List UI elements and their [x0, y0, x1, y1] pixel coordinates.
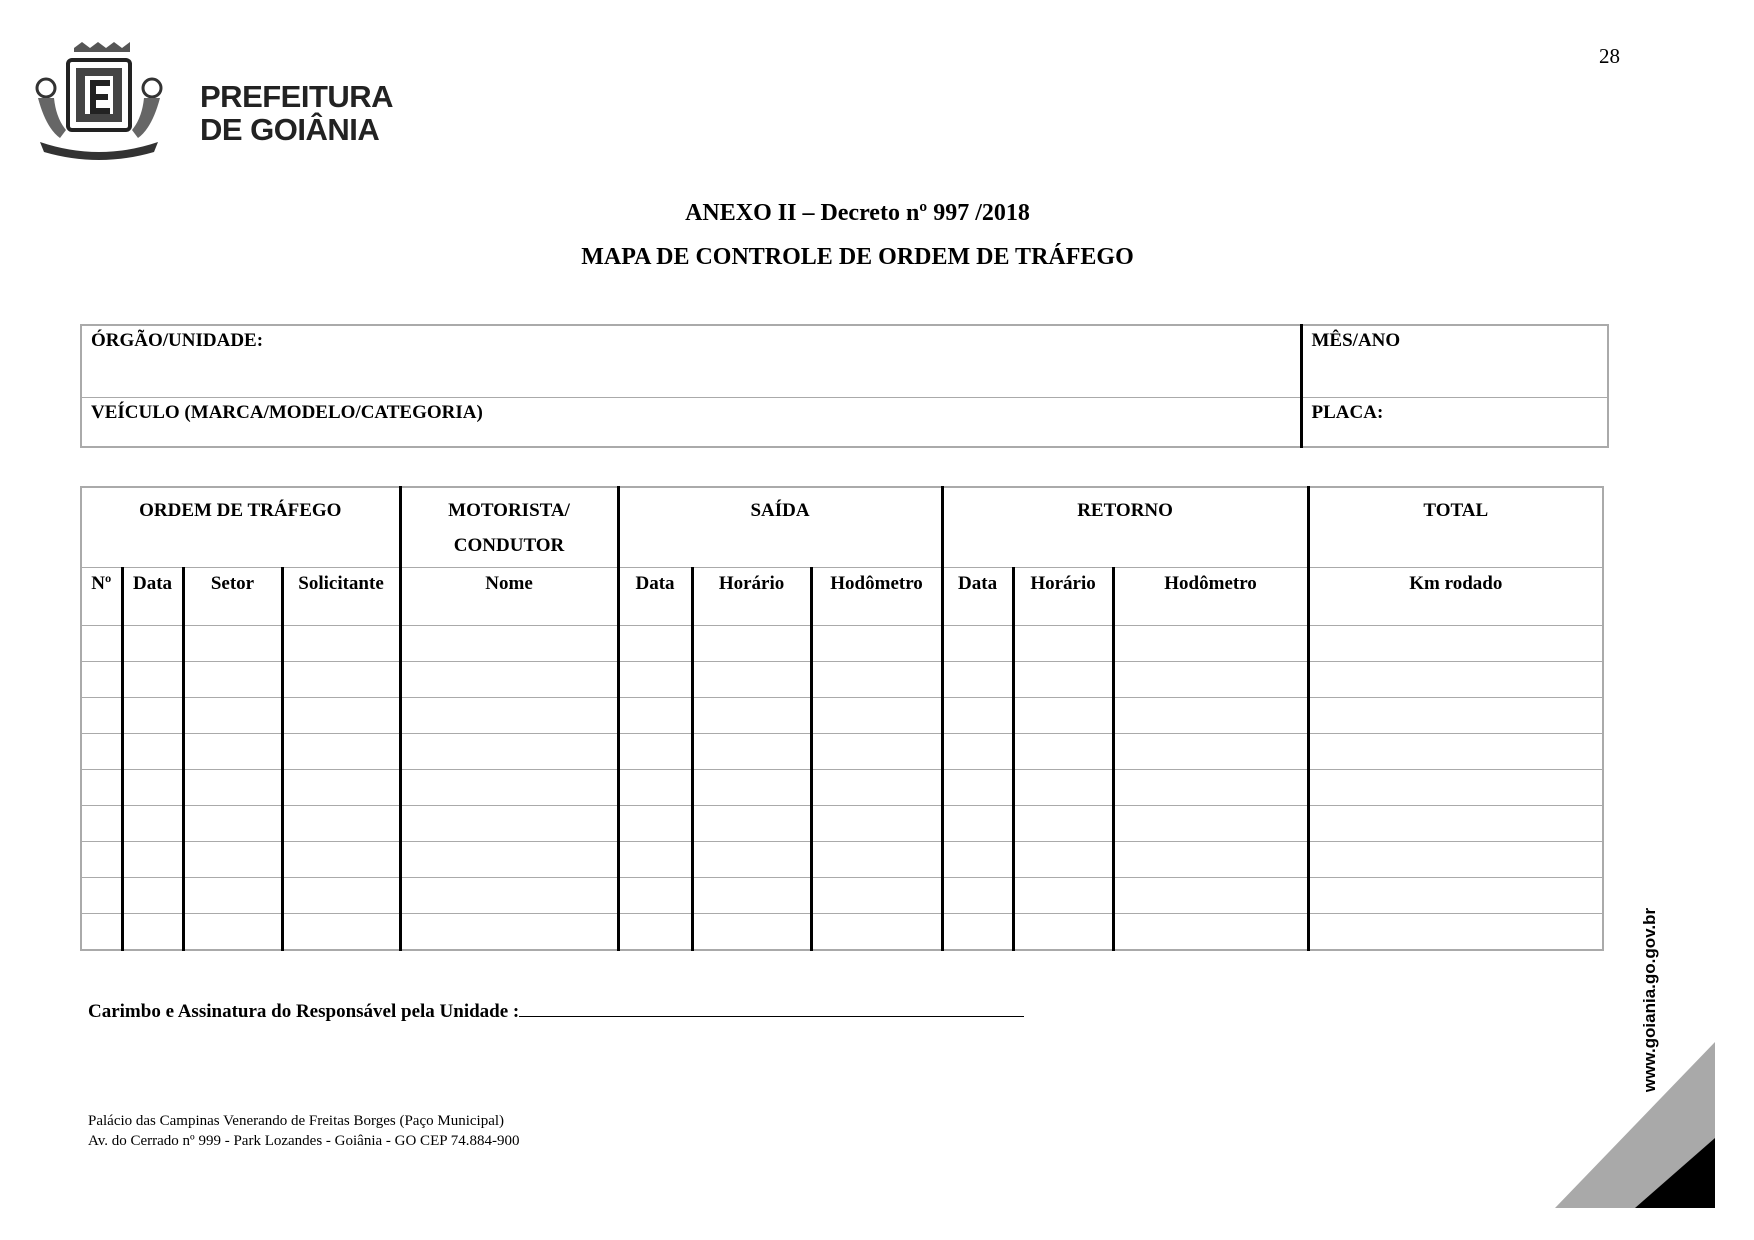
- col-retorno-data: Data: [942, 568, 1013, 626]
- table-cell[interactable]: [282, 770, 400, 806]
- table-cell[interactable]: [81, 626, 122, 662]
- table-cell[interactable]: [692, 806, 811, 842]
- table-cell[interactable]: [692, 914, 811, 951]
- veiculo-field[interactable]: [81, 398, 1301, 448]
- table-cell[interactable]: [122, 734, 183, 770]
- placa-field[interactable]: [1301, 398, 1608, 448]
- table-cell[interactable]: [618, 806, 692, 842]
- table-cell[interactable]: [122, 770, 183, 806]
- table-cell[interactable]: [1013, 878, 1113, 914]
- table-cell[interactable]: [618, 842, 692, 878]
- table-cell[interactable]: [811, 626, 942, 662]
- col-retorno-horario: Horário: [1013, 568, 1113, 626]
- table-cell[interactable]: [282, 698, 400, 734]
- column-header-row: [81, 568, 1603, 626]
- orgao-unidade-field[interactable]: [81, 325, 1301, 398]
- table-cell[interactable]: [942, 698, 1013, 734]
- table-cell[interactable]: [942, 878, 1013, 914]
- prefeitura-logo-text: [200, 80, 393, 146]
- table-cell[interactable]: [282, 878, 400, 914]
- table-cell[interactable]: [400, 914, 618, 951]
- table-cell[interactable]: [1308, 698, 1603, 734]
- col-numero: Nº: [81, 568, 122, 626]
- mes-ano-label: MÊS/ANO: [1311, 330, 1401, 351]
- table-cell[interactable]: [1113, 734, 1308, 770]
- table-cell[interactable]: [122, 698, 183, 734]
- col-solicitante: Solicitante: [282, 568, 400, 626]
- table-cell[interactable]: [400, 878, 618, 914]
- table-cell[interactable]: [1308, 770, 1603, 806]
- footer-address-line-1: Palácio das Campinas Venerando de Freitas Borges (Paço Municipal): [88, 1113, 505, 1129]
- table-cell[interactable]: [183, 734, 282, 770]
- table-cell[interactable]: [1013, 626, 1113, 662]
- logo-line-2: DE GOIÂNIA: [200, 112, 380, 147]
- table-cell[interactable]: [122, 626, 183, 662]
- info-table: [80, 324, 1609, 448]
- table-row: [81, 626, 1603, 662]
- table-cell[interactable]: [183, 806, 282, 842]
- table-cell[interactable]: [282, 734, 400, 770]
- table-row: [81, 914, 1603, 951]
- document-subtitle: MAPA DE CONTROLE DE ORDEM DE TRÁFEGO: [581, 244, 1134, 270]
- table-cell[interactable]: [1013, 806, 1113, 842]
- table-row: [81, 878, 1603, 914]
- table-cell[interactable]: [942, 626, 1013, 662]
- document-title: ANEXO II – Decreto nº 997 /2018: [685, 200, 1030, 226]
- table-cell[interactable]: [1013, 914, 1113, 951]
- table-body: [81, 626, 1603, 951]
- table-cell[interactable]: [942, 770, 1013, 806]
- table-cell[interactable]: [1013, 842, 1113, 878]
- table-cell[interactable]: [122, 806, 183, 842]
- table-cell[interactable]: [81, 914, 122, 951]
- col-km-rodado: Km rodado: [1308, 568, 1603, 626]
- table-cell[interactable]: [1308, 842, 1603, 878]
- table-cell[interactable]: [1113, 842, 1308, 878]
- table-row: [81, 698, 1603, 734]
- table-cell[interactable]: [282, 662, 400, 698]
- table-cell[interactable]: [1308, 662, 1603, 698]
- table-cell[interactable]: [81, 878, 122, 914]
- table-cell[interactable]: [1308, 914, 1603, 951]
- table-row: [81, 662, 1603, 698]
- col-setor: Setor: [183, 568, 282, 626]
- table-cell[interactable]: [183, 626, 282, 662]
- orgao-unidade-label: ÓRGÃO/UNIDADE:: [91, 330, 264, 351]
- table-cell[interactable]: [183, 662, 282, 698]
- table-cell[interactable]: [1113, 770, 1308, 806]
- header-motorista: [400, 487, 618, 568]
- table-cell[interactable]: [400, 842, 618, 878]
- footer-address-line-2: Av. do Cerrado nº 999 - Park Lozandes - Goiânia - GO CEP 74.884-900: [88, 1133, 520, 1149]
- table-row: [81, 770, 1603, 806]
- table-cell[interactable]: [183, 698, 282, 734]
- table-cell[interactable]: [692, 878, 811, 914]
- table-cell[interactable]: [400, 626, 618, 662]
- col-retorno-hodometro: Hodômetro: [1113, 568, 1308, 626]
- table-cell[interactable]: [811, 806, 942, 842]
- table-cell[interactable]: [618, 734, 692, 770]
- table-cell[interactable]: [81, 806, 122, 842]
- table-cell[interactable]: [282, 914, 400, 951]
- table-cell[interactable]: [618, 662, 692, 698]
- table-cell[interactable]: [811, 914, 942, 951]
- table-cell[interactable]: [183, 770, 282, 806]
- table-cell[interactable]: [692, 698, 811, 734]
- table-cell[interactable]: [122, 662, 183, 698]
- table-cell[interactable]: [811, 734, 942, 770]
- table-cell[interactable]: [1308, 626, 1603, 662]
- coat-of-arms-logo: [30, 38, 168, 168]
- table-cell[interactable]: [1113, 878, 1308, 914]
- signature-label: Carimbo e Assinatura do Responsável pela Unidade :: [88, 1001, 520, 1022]
- table-cell[interactable]: [1113, 806, 1308, 842]
- header-saida: SAÍDA: [618, 487, 942, 568]
- table-cell[interactable]: [282, 842, 400, 878]
- table-cell[interactable]: [81, 770, 122, 806]
- table-row: [81, 842, 1603, 878]
- table-cell[interactable]: [183, 878, 282, 914]
- table-cell[interactable]: [811, 878, 942, 914]
- table-cell[interactable]: [1113, 914, 1308, 951]
- table-cell[interactable]: [1013, 734, 1113, 770]
- col-data: Data: [122, 568, 183, 626]
- table-cell[interactable]: [942, 842, 1013, 878]
- header-ordem-de-trafego: ORDEM DE TRÁFEGO: [81, 487, 400, 568]
- table-cell[interactable]: [81, 734, 122, 770]
- table-cell[interactable]: [811, 662, 942, 698]
- table-cell[interactable]: [81, 662, 122, 698]
- signature-line: [88, 998, 1024, 1023]
- table-cell[interactable]: [122, 878, 183, 914]
- header-motorista-line-1: MOTORISTA/: [448, 500, 570, 521]
- table-cell[interactable]: [1113, 626, 1308, 662]
- mes-ano-field[interactable]: [1301, 325, 1608, 398]
- table-cell[interactable]: [1113, 662, 1308, 698]
- placa-label: PLACA:: [1311, 402, 1384, 423]
- table-cell[interactable]: [400, 806, 618, 842]
- table-cell[interactable]: [618, 698, 692, 734]
- table-cell[interactable]: [400, 662, 618, 698]
- logo-line-1: PREFEITURA: [200, 79, 394, 114]
- table-cell[interactable]: [1308, 806, 1603, 842]
- table-cell[interactable]: [81, 698, 122, 734]
- table-cell[interactable]: [1113, 698, 1308, 734]
- header-motorista-line-2: CONDUTOR: [453, 535, 565, 556]
- table-cell[interactable]: [183, 914, 282, 951]
- signature-field[interactable]: [519, 998, 1024, 1017]
- table-cell[interactable]: [618, 914, 692, 951]
- col-saida-data: Data: [618, 568, 692, 626]
- table-cell[interactable]: [1308, 878, 1603, 914]
- table-cell[interactable]: [618, 626, 692, 662]
- table-row: [81, 806, 1603, 842]
- table-cell[interactable]: [282, 806, 400, 842]
- table-cell[interactable]: [1013, 662, 1113, 698]
- table-cell[interactable]: [811, 770, 942, 806]
- table-cell[interactable]: [81, 842, 122, 878]
- table-cell[interactable]: [1308, 734, 1603, 770]
- table-cell[interactable]: [400, 698, 618, 734]
- table-cell[interactable]: [618, 878, 692, 914]
- header-total: TOTAL: [1308, 487, 1603, 568]
- table-cell[interactable]: [400, 734, 618, 770]
- table-cell[interactable]: [811, 842, 942, 878]
- table-cell[interactable]: [122, 914, 183, 951]
- table-cell[interactable]: [1013, 698, 1113, 734]
- table-row: [81, 734, 1603, 770]
- corner-decoration: [1555, 1042, 1715, 1208]
- table-cell[interactable]: [942, 734, 1013, 770]
- table-cell[interactable]: [122, 842, 183, 878]
- col-nome: Nome: [400, 568, 618, 626]
- traffic-control-table: [80, 486, 1604, 951]
- table-cell[interactable]: [692, 770, 811, 806]
- col-saida-horario: Horário: [692, 568, 811, 626]
- table-cell[interactable]: [400, 770, 618, 806]
- table-cell[interactable]: [618, 770, 692, 806]
- table-cell[interactable]: [183, 842, 282, 878]
- table-cell[interactable]: [692, 734, 811, 770]
- col-saida-hodometro: Hodômetro: [811, 568, 942, 626]
- table-cell[interactable]: [811, 698, 942, 734]
- header-retorno: RETORNO: [942, 487, 1308, 568]
- table-cell[interactable]: [692, 662, 811, 698]
- table-cell[interactable]: [1013, 770, 1113, 806]
- table-cell[interactable]: [692, 842, 811, 878]
- table-cell[interactable]: [282, 626, 400, 662]
- table-cell[interactable]: [692, 626, 811, 662]
- veiculo-label: VEÍCULO (MARCA/MODELO/CATEGORIA): [91, 402, 483, 423]
- page-number: 28: [1599, 44, 1620, 68]
- website-url: www.goiania.go.gov.br: [1640, 907, 1659, 1093]
- table-cell[interactable]: [942, 662, 1013, 698]
- table-cell[interactable]: [942, 806, 1013, 842]
- table-cell[interactable]: [942, 914, 1013, 951]
